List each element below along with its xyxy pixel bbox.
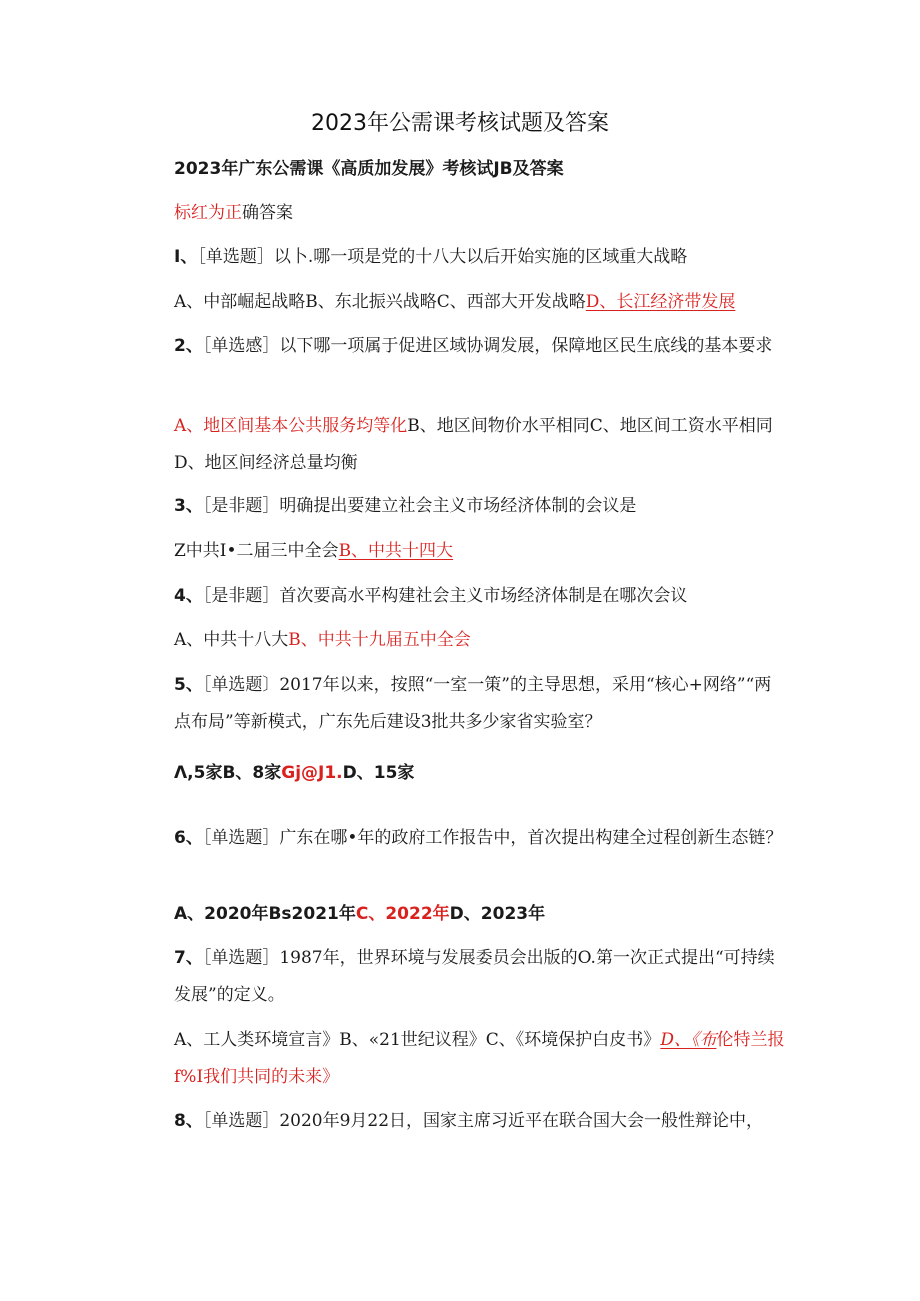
answer-1-options: A、中部崛起战略B、东北振兴战略C、西部大开发战略 <box>174 292 586 312</box>
question-1-number: I、 <box>174 247 198 267</box>
answer-7 <box>174 1022 786 1096</box>
question-3 <box>174 495 636 517</box>
answer-5-options-a: Λ,5家B、8家 <box>174 763 282 783</box>
answer-3-options: Z中共I•二届三中全会 <box>174 541 339 561</box>
question-2-number: 2、 <box>174 336 203 356</box>
answer-2 <box>174 408 786 482</box>
document-subtitle <box>174 158 564 180</box>
answer-6 <box>174 903 545 925</box>
question-8-text: ［单选题］2020年9月22日，国家主席习近平在联合国大会一般性辩论中， <box>202 1111 764 1131</box>
question-8-number: 8、 <box>174 1111 203 1131</box>
answer-3-correct: B、中共十四大 <box>338 541 454 561</box>
answer-6-options-b: D、2023年 <box>449 904 546 924</box>
question-3-text: ［是非题］明确提出要建立社会主义市场经济体制的会议是 <box>202 496 637 516</box>
question-1-text: ［单选题］以卜.哪一项是党的十八大以后开始实施的区域重大战略 <box>197 247 688 267</box>
question-5 <box>174 667 786 741</box>
answer-5-options-b: D、15家 <box>342 763 415 783</box>
question-6-text: ［单选题］广东在哪•年的政府工作报告中，首次提出构建全过程创新生态链？ <box>202 828 783 848</box>
document-title: 2023年公需课考核试题及答案 <box>311 111 609 136</box>
legend-red-text: 标红为正 <box>174 203 242 223</box>
answer-7-options: A、工人类环境宣言》B、«21世纪议程》C、《环境保护白皮书》 <box>174 1030 661 1050</box>
question-4 <box>174 585 687 607</box>
question-4-text: ［是非题］首次要高水平构建社会主义市场经济体制是在哪次会议 <box>202 586 688 606</box>
answer-1-correct: D、长江经济带发展 <box>585 292 736 312</box>
answer-5-correct: Gj@J1. <box>281 763 343 783</box>
question-2-text: ［单选感］以下哪一项属于促进区域协调发展，保障地区民生底线的基本要求 <box>202 336 773 356</box>
question-1 <box>174 246 687 268</box>
answer-7-correct-b: 伦特兰报f%I我们共同的未来》 <box>174 1030 785 1087</box>
question-5-text: ［单选题〕2017年以来，按照“一室一策”的主导思想，采用“核心+网络”“两点布局”等新模式，广东先后建设3批共多少家省实验室？ <box>174 675 772 732</box>
answer-3 <box>174 540 453 562</box>
answer-4 <box>174 629 471 651</box>
answer-4-options: A、中共十八大 <box>174 630 289 650</box>
answer-2-options: B、地区间物价水平相同C、地区间工资水平相同D、地区间经济总量均衡 <box>174 416 773 473</box>
question-7-number: 7、 <box>174 948 203 968</box>
answer-1 <box>174 291 735 313</box>
subtitle-text: 2023年广东公需课《高质加发展》考核试JB及答案 <box>174 159 564 179</box>
answer-6-options-a: A、2020年Bs2021年 <box>174 904 356 924</box>
answer-legend-note <box>174 202 293 224</box>
answer-4-correct: B、中共十九届五中全会 <box>288 630 471 650</box>
answer-2-correct: A、地区间基本公共服务均等化 <box>174 416 408 436</box>
question-4-number: 4、 <box>174 586 203 606</box>
question-8 <box>174 1110 763 1132</box>
answer-7-correct-a: D、《布 <box>660 1030 717 1050</box>
question-7 <box>174 940 786 1014</box>
question-2 <box>174 328 786 365</box>
answer-5 <box>174 762 414 784</box>
legend-rest-text: 确答案 <box>242 203 293 223</box>
question-6-number: 6、 <box>174 828 203 848</box>
question-6 <box>174 820 786 857</box>
question-3-number: 3、 <box>174 496 203 516</box>
answer-6-correct: C、2022年 <box>355 904 450 924</box>
question-5-number: 5、 <box>174 675 203 695</box>
question-7-text: ［单选题］1987年，世界环境与发展委员会出版的O.第一次正式提出“可持续发展”的定义。 <box>174 948 775 1005</box>
